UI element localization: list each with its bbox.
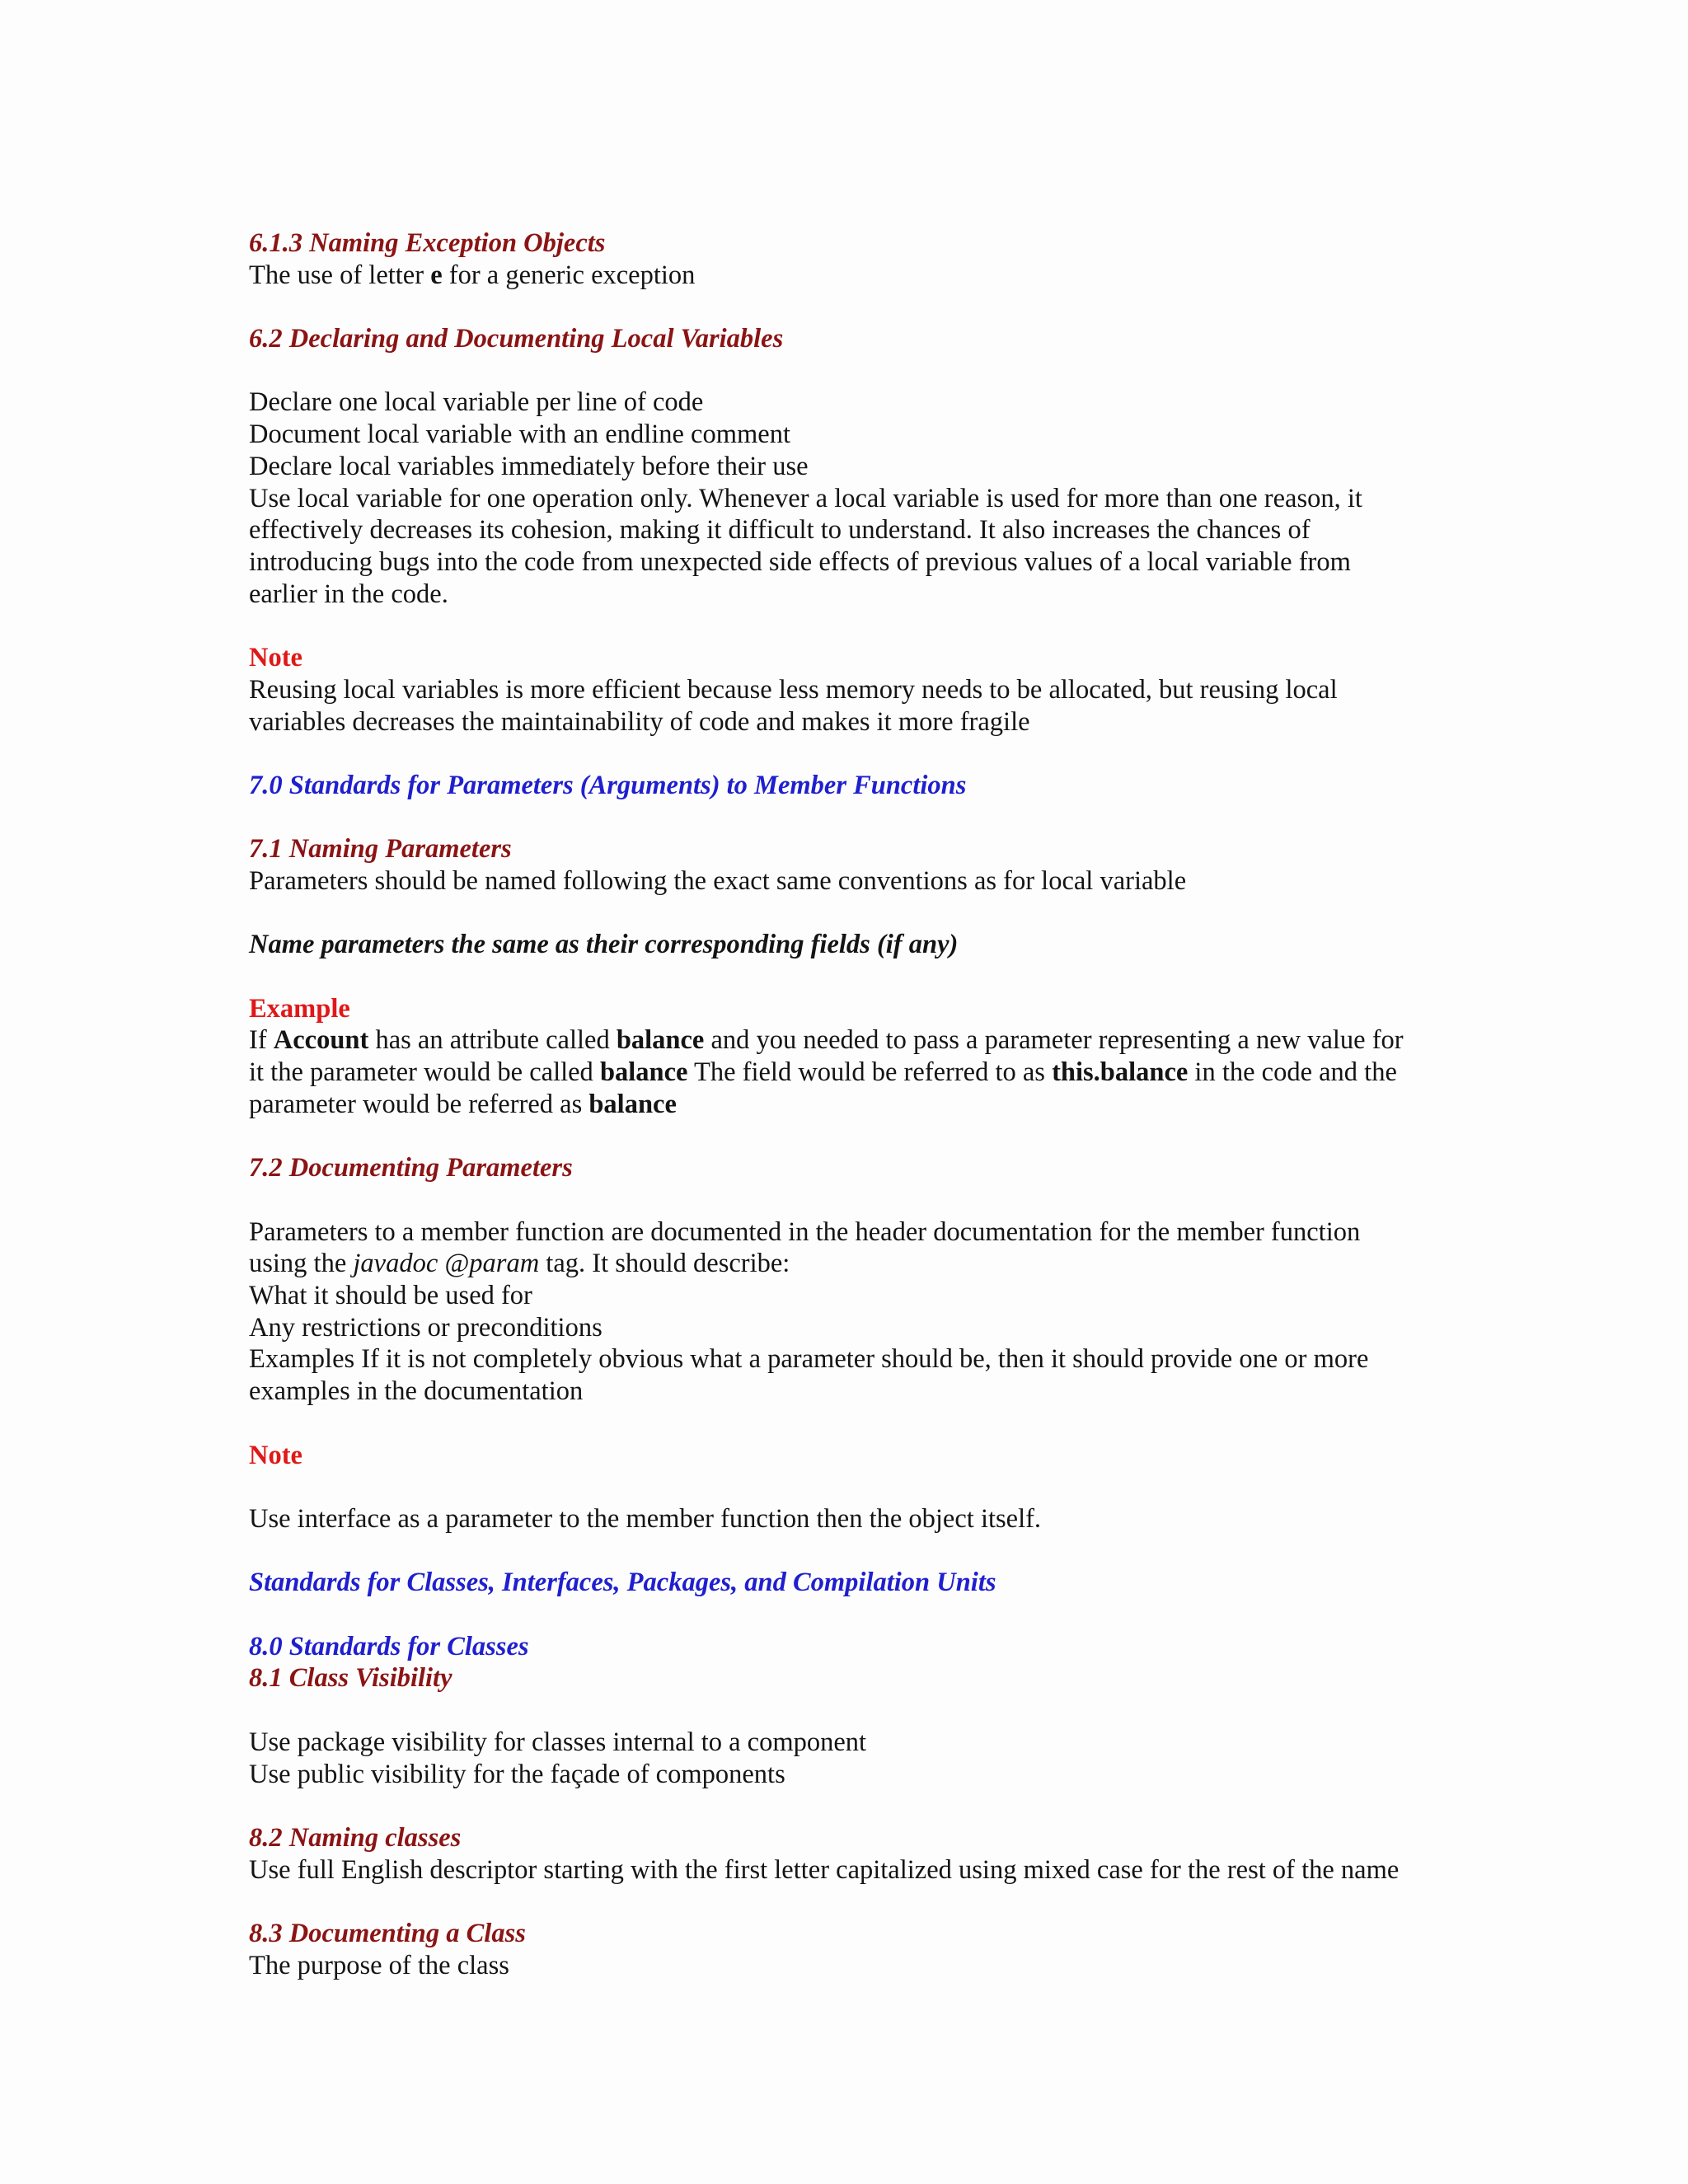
paragraph-line: Use local variable for one operation only. Whenever a local variable is used for more than one reason, it	[249, 483, 1362, 513]
bold-run: balance	[599, 1057, 688, 1088]
text-run: has an attribute called	[368, 1025, 617, 1056]
bold-run: balance	[616, 1025, 705, 1056]
text-run: parameter would be referred as	[249, 1089, 589, 1119]
text-run: If	[249, 1025, 274, 1056]
paragraph-line: Declare one local variable per line of code	[249, 387, 704, 418]
paragraph-line: earlier in the code.	[249, 579, 448, 609]
paragraph-line: Examples If it is not completely obvious what a parameter should be, then it should provide one or more	[249, 1344, 1369, 1375]
document-page	[249, 227, 1469, 1981]
text-run: tag. It should describe:	[539, 1249, 790, 1279]
section-8-3-heading: 8.3 Documenting a Class	[249, 1919, 526, 1949]
section-6-1-3-heading: 6.1.3 Naming Exception Objects	[249, 228, 606, 258]
bold-run: balance	[588, 1089, 677, 1119]
section-8-0-heading: 8.0 Standards for Classes	[249, 1631, 529, 1661]
bold-run: this.balance	[1052, 1057, 1189, 1088]
section-7-1-heading: 7.1 Naming Parameters	[249, 834, 512, 865]
text-run: in the code and the	[1188, 1057, 1397, 1088]
paragraph-line: Use public visibility for the façade of components	[249, 1759, 785, 1789]
paragraph-line: Parameters to a member function are documented in the header documentation for the member function	[249, 1216, 1361, 1247]
bold-run: Account	[273, 1025, 369, 1056]
paragraph-line: The purpose of the class	[249, 1950, 509, 1980]
example-line	[249, 1057, 1469, 1089]
italic-run: javadoc @param	[353, 1249, 540, 1279]
paragraph-line: effectively decreases its cohesion, making it difficult to understand. It also increases the chances of	[249, 515, 1311, 546]
paragraph-line: Use full English descriptor starting with the first letter capitalized using mixed case for the rest of the name	[249, 1854, 1400, 1885]
section-8-1-heading: 8.1 Class Visibility	[249, 1663, 452, 1694]
example-line	[249, 1089, 1469, 1121]
paragraph-line: examples in the documentation	[249, 1376, 584, 1407]
section-7-2-heading: 7.2 Documenting Parameters	[249, 1153, 573, 1183]
text-run: using the	[249, 1249, 354, 1279]
text-run: for a generic exception	[442, 260, 696, 290]
text-run: The use of letter	[249, 260, 431, 290]
section-7-0-heading: 7.0 Standards for Parameters (Arguments) to Member Functions	[249, 770, 967, 800]
text-run: it the parameter would be called	[249, 1057, 600, 1088]
example-line	[249, 1024, 1469, 1057]
note-label: Note	[249, 643, 302, 673]
text-run: and you needed to pass a parameter representing a new value for	[704, 1025, 1404, 1056]
standards-heading: Standards for Classes, Interfaces, Packages, and Compilation Units	[249, 1568, 996, 1598]
rule-line: Name parameters the same as their corresponding fields (if any)	[249, 930, 959, 960]
paragraph-line	[249, 1248, 1469, 1280]
note-line: variables decreases the maintainability of code and makes it more fragile	[249, 706, 1030, 737]
note-line: Use interface as a parameter to the member function then the object itself.	[249, 1503, 1042, 1534]
bold-run: e	[430, 260, 443, 290]
paragraph-line: Use package visibility for classes internal to a component	[249, 1727, 867, 1757]
paragraph-line: Document local variable with an endline comment	[249, 419, 790, 450]
paragraph-line: introducing bugs into the code from unexpected side effects of previous values of a local variable from	[249, 547, 1351, 577]
paragraph-line: Declare local variables immediately before their use	[249, 451, 809, 481]
section-8-2-heading: 8.2 Naming classes	[249, 1822, 462, 1853]
paragraph-line: Any restrictions or preconditions	[249, 1312, 603, 1343]
section-6-2-heading: 6.2 Declaring and Documenting Local Variables	[249, 324, 784, 354]
paragraph-line: Parameters should be named following the exact same conventions as for local variable	[249, 865, 1187, 896]
text-run: The field would be referred to as	[687, 1057, 1053, 1088]
example-label: Example	[249, 993, 350, 1024]
note-label: Note	[249, 1440, 302, 1470]
section-6-1-3-text	[249, 260, 1469, 292]
paragraph-line: What it should be used for	[249, 1281, 532, 1311]
note-line: Reusing local variables is more efficient because less memory needs to be allocated, but reusing local	[249, 674, 1338, 705]
